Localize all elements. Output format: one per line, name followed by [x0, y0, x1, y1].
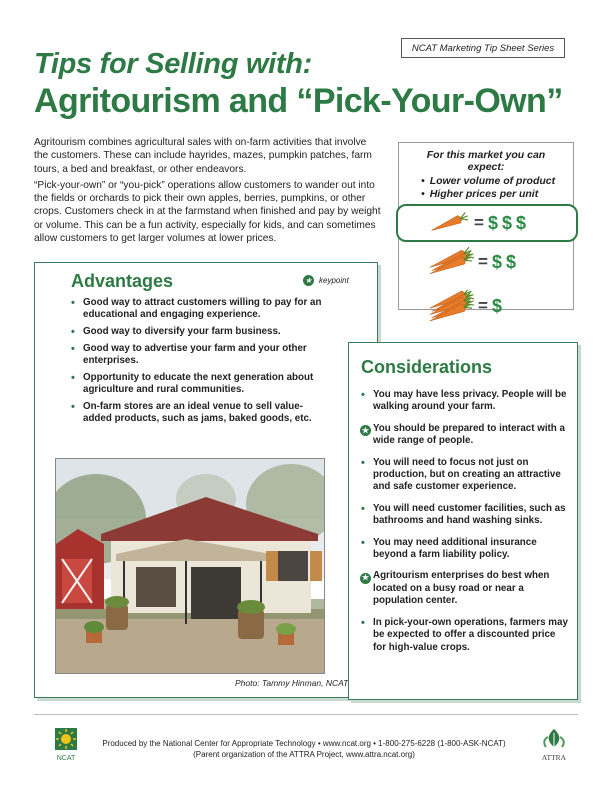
- dollar-icon: $: [501, 212, 512, 233]
- dollar-icon: $: [487, 212, 498, 233]
- intro-text: [34, 136, 382, 248]
- carrot-row-2: [426, 246, 518, 278]
- equals-sign: =: [478, 296, 488, 315]
- considerations-box: [348, 342, 578, 700]
- carrot-icon: [426, 246, 476, 278]
- leaf-icon: [540, 728, 568, 748]
- consideration-item: [361, 423, 571, 448]
- page-title-line2: Agritourism and “Pick-Your-Own”: [34, 82, 563, 120]
- consideration-text: You should be prepared to interact with a wide range of people.: [373, 422, 565, 447]
- carrot-row-1: [396, 204, 578, 242]
- intro-paragraph-1: Agritourism combines agricultural sales with on-farm activities that involve the customers. These can include hayrides, mazes, pumpkin patches, farm tours, a bed and breakfast, or other endeavors.: [34, 137, 372, 175]
- bullet-icon: •: [361, 389, 365, 401]
- carrot-icon: [428, 207, 472, 239]
- footer-text: [88, 738, 520, 760]
- attra-logo: [532, 728, 576, 762]
- footer-line-2: (Parent organization of the ATTRA Project, www.attra.ncat.org): [193, 750, 415, 759]
- dollar-icon: $: [515, 212, 526, 233]
- farm-stand-image: [56, 459, 325, 674]
- advantages-box: [34, 262, 378, 698]
- series-tag: NCAT Marketing Tip Sheet Series: [401, 38, 565, 58]
- intro-paragraph-2: “Pick-your-own” or “you-pick” operations allow customers to wander out into the fields or orchards to pick their own apples, berries, pumpkins, or other crops. Customers check in at the farmstand when finished and pay by weight or volume. This can be a fun activity, especially for kids, and can sometimes allow customers to get larger volumes at lower prices.: [34, 179, 381, 245]
- consideration-text: You may have less privacy. People will be walking around your farm.: [373, 389, 567, 413]
- farm-stand-photo: [55, 458, 325, 674]
- advantage-item: • Good way to advertise your farm and your other enterprises.: [71, 343, 331, 367]
- consideration-text: You will need customer facilities, such as bathrooms and hand washing sinks.: [373, 502, 566, 527]
- star-icon: ★: [361, 573, 370, 583]
- star-icon: ★: [304, 275, 313, 285]
- ncat-label: NCAT: [56, 755, 76, 762]
- consideration-item: [361, 457, 571, 494]
- carrot-row-3: [426, 290, 504, 322]
- bullet-icon: •: [361, 616, 365, 629]
- bullet-icon: •: [361, 502, 365, 515]
- consideration-item: [361, 503, 571, 528]
- advantages-title: Advantages: [71, 271, 174, 291]
- footer-divider: [34, 714, 578, 715]
- carrot-icon: [426, 290, 476, 322]
- market-item: • Higher prices per unit: [421, 188, 563, 201]
- bullet-icon: •: [361, 536, 365, 549]
- ncat-logo: [48, 728, 84, 762]
- consideration-item: [361, 570, 571, 607]
- considerations-list: [361, 389, 571, 663]
- advantage-item: • Opportunity to educate the next generation about agriculture and rural communities.: [71, 372, 331, 396]
- market-heading: For this market you can expect:: [426, 149, 546, 173]
- advantage-item: • Good way to diversify your farm business.: [71, 326, 331, 338]
- bullet-icon: •: [361, 456, 365, 469]
- attra-label: ATTRA: [541, 753, 567, 762]
- market-list: [421, 175, 563, 201]
- equals-sign: =: [478, 252, 488, 271]
- advantage-item: • Good way to attract customers willing to pay for an educational and engaging experience.: [71, 297, 331, 321]
- sun-icon: [55, 728, 77, 750]
- dollar-icon: $: [505, 251, 516, 272]
- keypoint-label: keypoint: [319, 276, 349, 285]
- equals-sign: =: [474, 213, 484, 232]
- consideration-item: [361, 537, 571, 562]
- advantages-list: [71, 297, 331, 430]
- consideration-text: You may need additional insurance beyond a farm liability policy.: [373, 536, 537, 561]
- consideration-text: In pick-your-own operations, farmers may be expected to offer a discounted price for high-value crops.: [373, 616, 568, 653]
- photo-credit: Photo: Tammy Hinman, NCAT: [235, 678, 349, 688]
- keypoint-legend: [303, 275, 349, 286]
- advantage-item: • On-farm stores are an ideal venue to sell value-added products, such as jams, baked goods, etc.: [71, 401, 331, 425]
- consideration-text: Agritourism enterprises do best when located on a busy road or near a population center.: [373, 570, 550, 607]
- footer-line-1: Produced by the National Center for Appropriate Technology • www.ncat.org • 1-800-275-6228 (1-800-ASK-NCAT): [102, 739, 506, 748]
- page-title-line1: Tips for Selling with:: [34, 48, 313, 80]
- considerations-title: Considerations: [361, 357, 493, 377]
- star-icon: ★: [361, 425, 370, 435]
- consideration-item: [361, 617, 571, 654]
- consideration-text: You will need to focus not just on production, but on creating an attractive and safe customer experience.: [373, 456, 561, 493]
- market-item: • Lower volume of product: [421, 175, 563, 188]
- dollar-icon: $: [491, 295, 502, 316]
- consideration-item: [361, 389, 571, 414]
- dollar-icon: $: [491, 251, 502, 272]
